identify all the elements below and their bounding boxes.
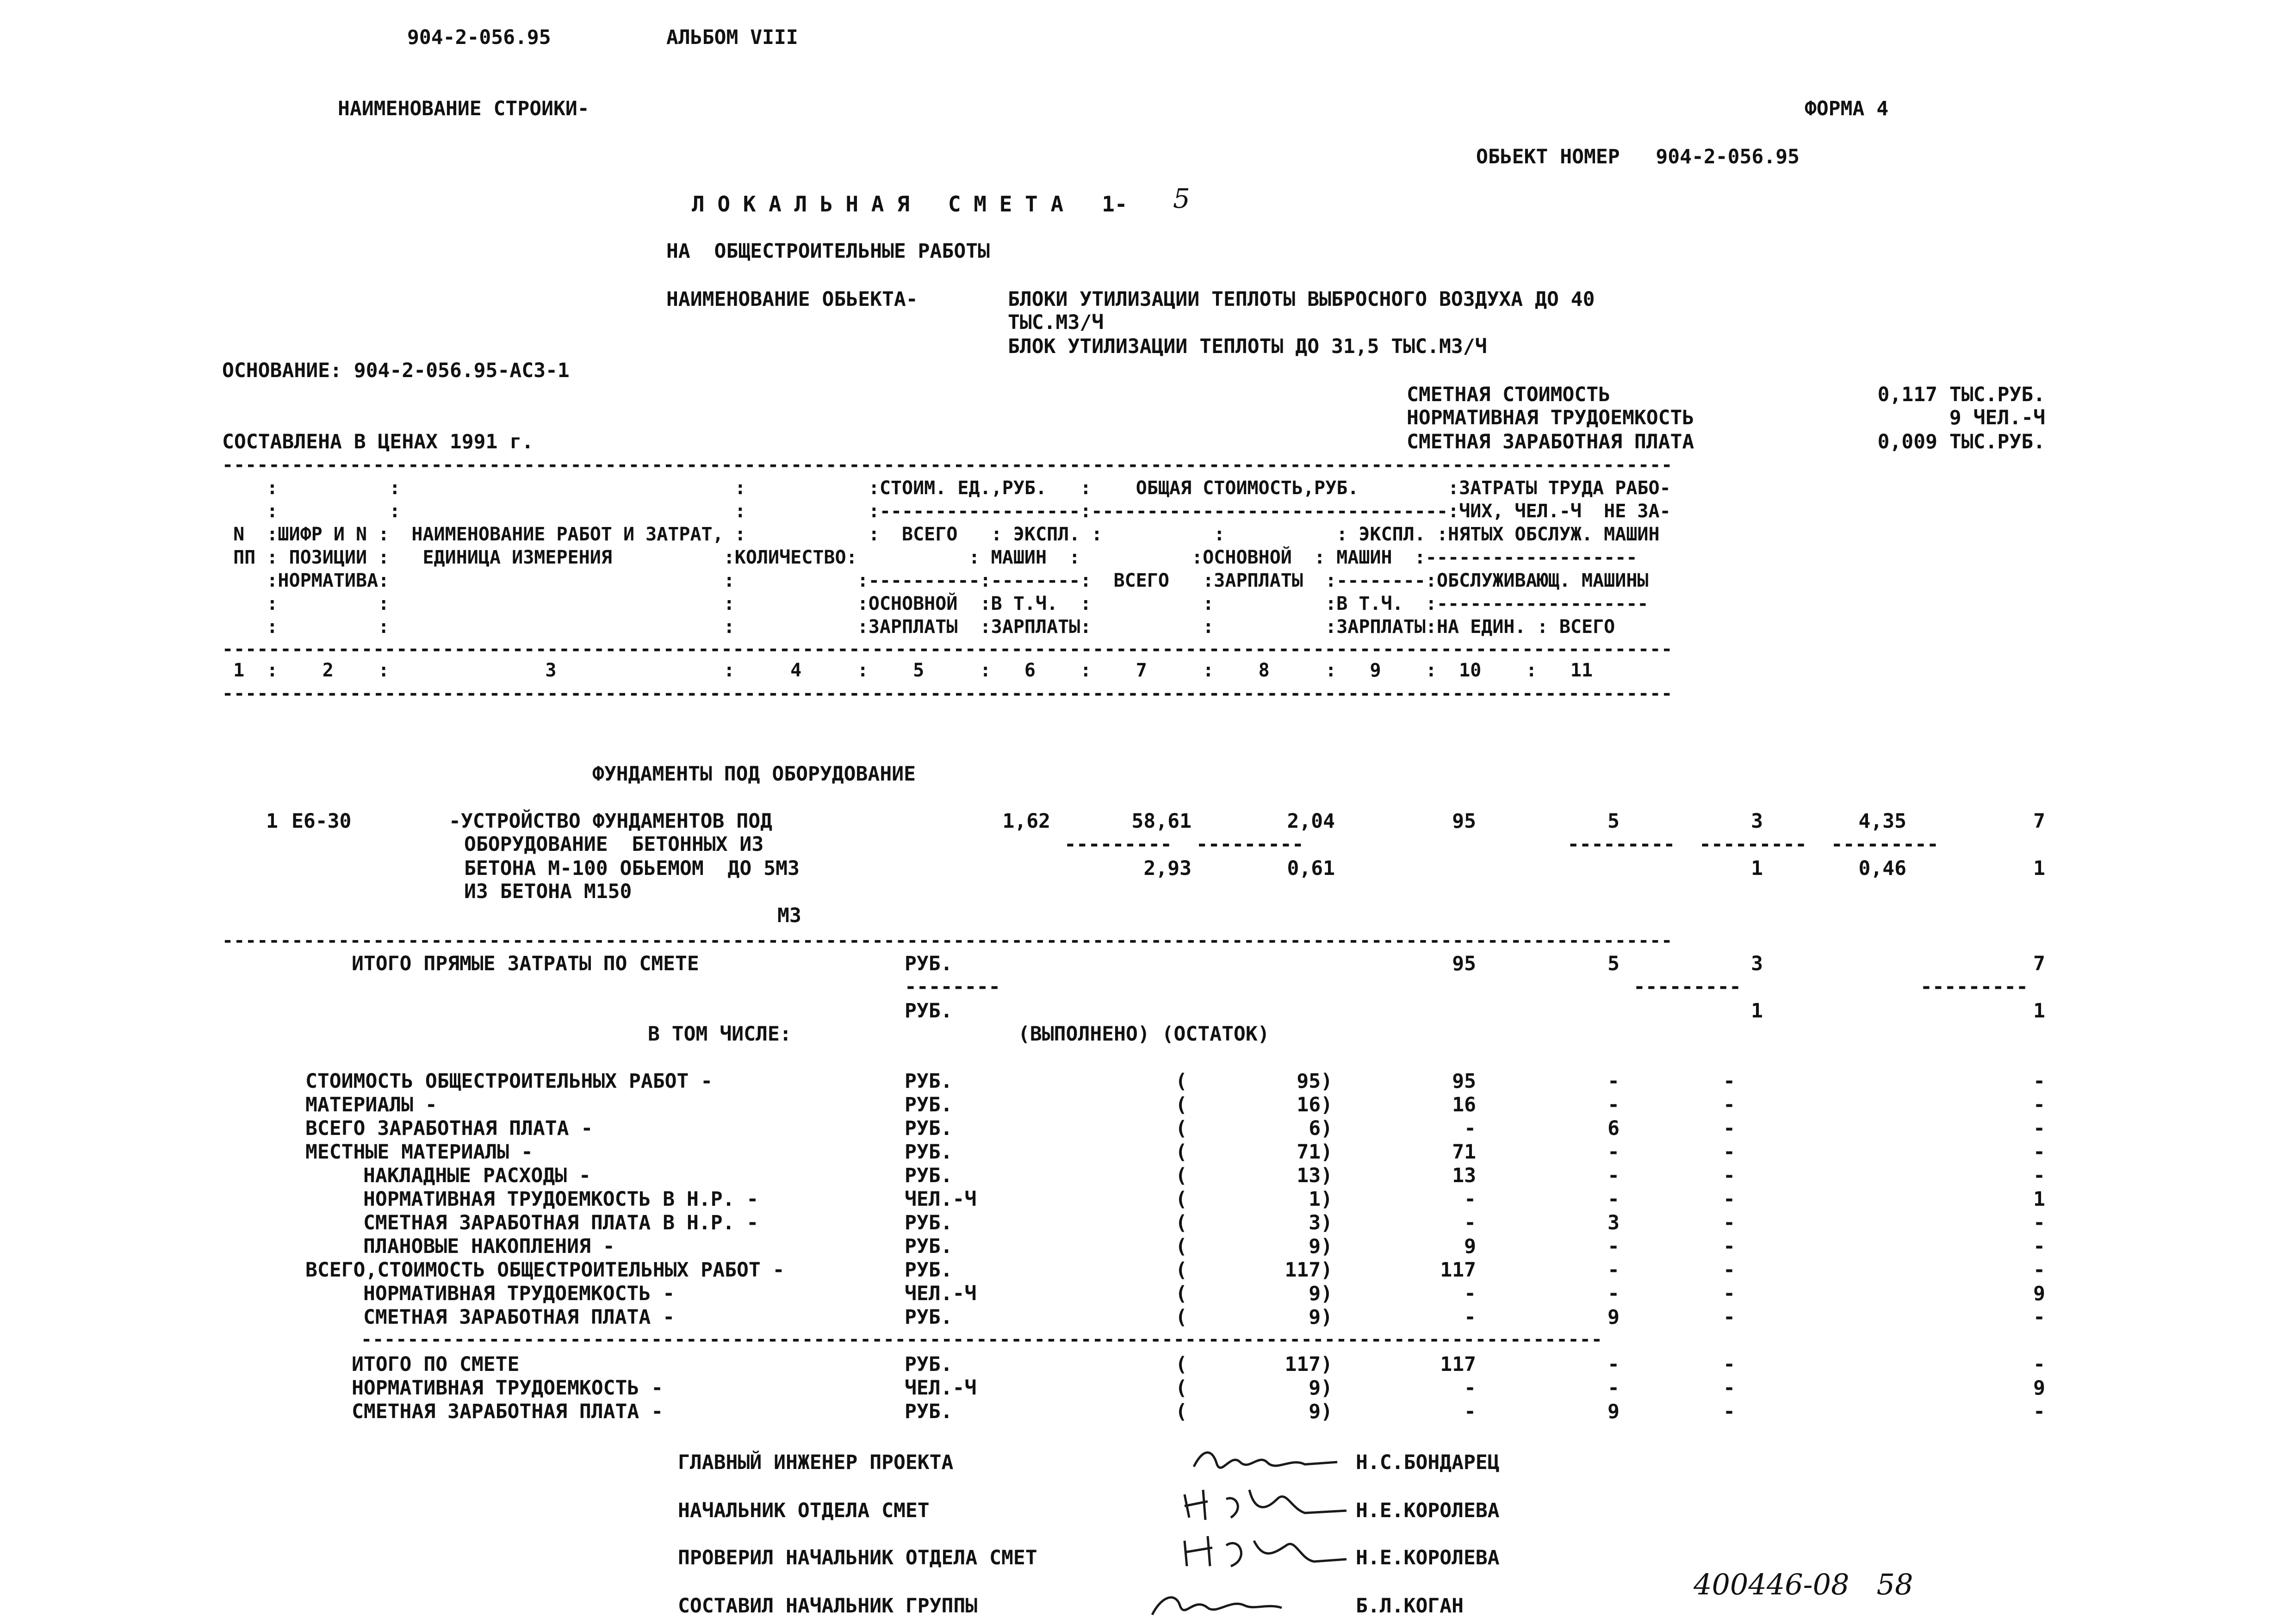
row-done-value: 95) xyxy=(1297,1070,1333,1093)
row-paren-open: ( xyxy=(1175,1117,1187,1140)
row-labor: - xyxy=(2033,1400,2045,1423)
row-unit: РУБ. xyxy=(905,1400,953,1423)
row-unit: РУБ. xyxy=(905,1141,953,1164)
album-label: АЛЬБОМ VIII xyxy=(666,26,798,49)
item-unit-machines: 2,04 xyxy=(1287,810,1335,833)
row-done-value: 13) xyxy=(1297,1164,1333,1187)
estimate-number-handwritten: 5 xyxy=(1173,183,1190,214)
row-paren-open: ( xyxy=(1175,1306,1187,1329)
row-total: - xyxy=(1464,1117,1476,1140)
form-label: ФОРМА 4 xyxy=(1805,97,1889,120)
item-labor-total-2: 1 xyxy=(2033,857,2045,880)
row-labor: - xyxy=(2033,1141,2045,1164)
row-done-value: 1) xyxy=(1309,1188,1333,1211)
row-total: 95 xyxy=(1452,1070,1476,1093)
signature-role: НАЧАЛЬНИК ОТДЕЛА СМЕТ xyxy=(678,1499,930,1522)
item-rule: ----------------------------------------------------------------------------------------------------------------------------- xyxy=(222,930,1673,951)
row-unit: ЧЕЛ.-Ч xyxy=(905,1282,977,1305)
row-labor: - xyxy=(2033,1164,2045,1187)
direct-costs-labor-2: 1 xyxy=(2033,999,2045,1023)
direct-costs-unit-2: РУБ. xyxy=(905,999,953,1023)
row-total: - xyxy=(1464,1376,1476,1400)
row-paren-open: ( xyxy=(1175,1400,1187,1423)
row-done-value: 3) xyxy=(1309,1211,1333,1234)
row-unit: РУБ. xyxy=(905,1211,953,1234)
row-labor: 9 xyxy=(2033,1376,2045,1400)
direct-costs-machines: 3 xyxy=(1751,952,1763,975)
construction-label: НАИМЕНОВАНИЕ СТРОИКИ- xyxy=(338,97,590,120)
item-name-line: ИЗ БЕТОНА М150 xyxy=(464,880,632,903)
direct-costs-labor: 7 xyxy=(2033,952,2045,975)
row-unit: РУБ. xyxy=(905,1117,953,1140)
header-line: : : : :ОСНОВНОЙ :В Т.Ч. : : :В Т.Ч. :------------------- xyxy=(222,593,1649,614)
row-label: МАТЕРИАЛЫ - xyxy=(305,1093,437,1116)
row-machines: - xyxy=(1723,1164,1735,1187)
object-label: НАИМЕНОВАНИЕ ОБЬЕКТА- xyxy=(666,288,918,311)
header-line: : : : :ЗАРПЛАТЫ :ЗАРПЛАТЫ: : :ЗАРПЛАТЫ:НА ЕДИН. : ВСЕГО xyxy=(222,616,1615,638)
item-unit-machine-wage: 0,61 xyxy=(1287,857,1335,880)
row-unit: ЧЕЛ.-Ч xyxy=(905,1188,977,1211)
row-label: НОРМАТИВНАЯ ТРУДОЕМКОСТЬ - xyxy=(352,1376,664,1400)
header-rule-mid: ----------------------------------------------------------------------------------------------------------------------------- xyxy=(222,638,1673,660)
row-label: НОРМАТИВНАЯ ТРУДОЕМКОСТЬ В Н.Р. - xyxy=(363,1188,759,1211)
direct-subrule: -------- xyxy=(905,975,1001,998)
archive-stamp-handwritten: 400446-08 58 xyxy=(1694,1568,1913,1601)
row-unit: РУБ. xyxy=(905,1164,953,1187)
direct-costs-unit: РУБ. xyxy=(905,952,953,975)
direct-costs-total: 95 xyxy=(1452,952,1476,975)
row-label: МЕСТНЫЕ МАТЕРИАЛЫ - xyxy=(305,1141,533,1164)
row-label: НОРМАТИВНАЯ ТРУДОЕМКОСТЬ - xyxy=(363,1282,675,1305)
object-line-3: БЛОК УТИЛИЗАЦИИ ТЕПЛОТЫ ДО 31,5 ТЫС.М3/Ч xyxy=(1008,335,1487,358)
row-paren-open: ( xyxy=(1175,1258,1187,1282)
direct-subrule: --------- xyxy=(1633,975,1741,998)
row-machines: - xyxy=(1723,1306,1735,1329)
signature-role: ГЛАВНЫЙ ИНЖЕНЕР ПРОЕКТА xyxy=(678,1451,954,1474)
row-total: - xyxy=(1464,1400,1476,1423)
row-labor: 1 xyxy=(2033,1188,2045,1211)
row-total: 71 xyxy=(1452,1141,1476,1164)
signature-name: Б.Л.КОГАН xyxy=(1356,1594,1464,1618)
row-unit: РУБ. xyxy=(905,1235,953,1258)
totals-rule: ----------------------------------------------------------------------------------------------------------- xyxy=(361,1329,1603,1350)
direct-costs-label: ИТОГО ПРЯМЫЕ ЗАТРАТЫ ПО СМЕТЕ xyxy=(352,952,699,975)
summary-label-2: НОРМАТИВНАЯ ТРУДОЕМКОСТЬ xyxy=(1407,406,1694,429)
row-paren-open: ( xyxy=(1175,1235,1187,1258)
row-wage: - xyxy=(1607,1141,1620,1164)
row-done-value: 71) xyxy=(1297,1141,1333,1164)
row-machines: - xyxy=(1723,1353,1735,1376)
summary-value-3: 0,009 ТЫС.РУБ. xyxy=(1877,430,2045,453)
row-total: 13 xyxy=(1452,1164,1476,1187)
works-type: НА ОБЩЕСТРОИТЕЛЬНЫЕ РАБОТЫ xyxy=(666,240,990,263)
object-line-1: БЛОКИ УТИЛИЗАЦИИ ТЕПЛОТЫ ВЫБРОСНОГО ВОЗДУХА ДО 40 xyxy=(1008,288,1595,311)
item-base-wage: 5 xyxy=(1607,810,1620,833)
header-line: : : : :------------------:--------------------------------:ЧИХ, ЧЕЛ.-Ч НЕ ЗА- xyxy=(222,501,1671,522)
row-machines: - xyxy=(1723,1117,1735,1140)
row-label: НАКЛАДНЫЕ РАСХОДЫ - xyxy=(363,1164,591,1187)
row-done-value: 9) xyxy=(1309,1400,1333,1423)
item-subrule: --------- --------- --------- --------- --------- xyxy=(1064,833,1939,856)
row-wage: 9 xyxy=(1607,1400,1620,1423)
item-labor-unit: 4,35 xyxy=(1858,810,1906,833)
item-name-line: ОБОРУДОВАНИЕ БЕТОННЫХ ИЗ xyxy=(464,833,764,856)
signature-role: ПРОВЕРИЛ НАЧАЛЬНИК ОТДЕЛА СМЕТ xyxy=(678,1546,1037,1569)
row-done-value: 9) xyxy=(1309,1306,1333,1329)
row-unit: РУБ. xyxy=(905,1093,953,1116)
row-wage: 6 xyxy=(1607,1117,1620,1140)
done-rest-label: (ВЫПОЛНЕНО) (ОСТАТОК) xyxy=(1018,1023,1270,1046)
row-total: - xyxy=(1464,1188,1476,1211)
row-wage: - xyxy=(1607,1188,1620,1211)
row-machines: - xyxy=(1723,1235,1735,1258)
row-unit: РУБ. xyxy=(905,1070,953,1093)
row-done-value: 9) xyxy=(1309,1282,1333,1305)
handwritten-signature-4 xyxy=(1143,1582,1291,1624)
row-done-value: 117) xyxy=(1285,1353,1333,1376)
object-number: ОБЬЕКТ НОМЕР 904-2-056.95 xyxy=(1476,145,1800,168)
row-labor: - xyxy=(2033,1235,2045,1258)
row-done-value: 6) xyxy=(1309,1117,1333,1140)
row-wage: 9 xyxy=(1607,1306,1620,1329)
row-wage: - xyxy=(1607,1235,1620,1258)
direct-subrule: --------- xyxy=(1920,975,2028,998)
summary-label-3: СМЕТНАЯ ЗАРАБОТНАЯ ПЛАТА xyxy=(1407,430,1694,453)
column-numbers: 1 : 2 : 3 : 4 : 5 : 6 : 7 : 8 : 9 : 10 : 11 xyxy=(222,660,1593,681)
row-total: 117 xyxy=(1440,1353,1476,1376)
totals-table xyxy=(0,1353,2296,1427)
header-rule-bottom: ----------------------------------------------------------------------------------------------------------------------------- xyxy=(222,683,1673,704)
row-unit: РУБ. xyxy=(905,1353,953,1376)
row-label: ИТОГО ПО СМЕТЕ xyxy=(352,1353,520,1376)
row-label: СМЕТНАЯ ЗАРАБОТНАЯ ПЛАТА В Н.Р. - xyxy=(363,1211,759,1234)
row-labor: - xyxy=(2033,1093,2045,1116)
row-machines: - xyxy=(1723,1400,1735,1423)
summary-label-1: СМЕТНАЯ СТОИМОСТЬ xyxy=(1407,383,1611,406)
handwritten-signature-1 xyxy=(1185,1439,1351,1481)
row-total: - xyxy=(1464,1282,1476,1305)
signature-role: СОСТАВИЛ НАЧАЛЬНИК ГРУППЫ xyxy=(678,1594,978,1618)
row-wage: - xyxy=(1607,1093,1620,1116)
section-title: ФУНДАМЕНТЫ ПОД ОБОРУДОВАНИЕ xyxy=(592,762,916,786)
row-label: ВСЕГО ЗАРАБОТНАЯ ПЛАТА - xyxy=(305,1117,593,1140)
header-line: : : : :СТОИМ. ЕД.,РУБ. : ОБЩАЯ СТОИМОСТЬ,РУБ. :ЗАТРАТЫ ТРУДА РАБО- xyxy=(222,477,1671,499)
header-rule-top: ----------------------------------------------------------------------------------------------------------------------------- xyxy=(222,454,1673,476)
row-paren-open: ( xyxy=(1175,1070,1187,1093)
direct-costs-wage: 5 xyxy=(1607,952,1620,975)
including-label: В ТОМ ЧИСЛЕ: xyxy=(648,1023,792,1046)
row-total: 117 xyxy=(1440,1258,1476,1282)
row-labor: - xyxy=(2033,1117,2045,1140)
row-paren-open: ( xyxy=(1175,1376,1187,1400)
row-label: ВСЕГО,СТОИМОСТЬ ОБЩЕСТРОИТЕЛЬНЫХ РАБОТ - xyxy=(305,1258,785,1282)
row-wage: - xyxy=(1607,1070,1620,1093)
item-name-line: -УСТРОЙСТВО ФУНДАМЕНТОВ ПОД xyxy=(449,810,772,833)
row-labor: - xyxy=(2033,1211,2045,1234)
summary-value-1: 0,117 ТЫС.РУБ. xyxy=(1877,383,2045,406)
row-machines: - xyxy=(1723,1258,1735,1282)
row-unit: ЧЕЛ.-Ч xyxy=(905,1376,977,1400)
row-paren-open: ( xyxy=(1175,1282,1187,1305)
row-paren-open: ( xyxy=(1175,1353,1187,1376)
row-unit: РУБ. xyxy=(905,1258,953,1282)
row-done-value: 117) xyxy=(1285,1258,1333,1282)
row-paren-open: ( xyxy=(1175,1093,1187,1116)
item-quantity: 1,62 xyxy=(1002,810,1050,833)
row-label: СМЕТНАЯ ЗАРАБОТНАЯ ПЛАТА - xyxy=(352,1400,664,1423)
row-paren-open: ( xyxy=(1175,1211,1187,1234)
row-total: - xyxy=(1464,1306,1476,1329)
row-labor: - xyxy=(2033,1258,2045,1282)
direct-costs-machines-2: 1 xyxy=(1751,999,1763,1023)
row-label: СТОИМОСТЬ ОБЩЕСТРОИТЕЛЬНЫХ РАБОТ - xyxy=(305,1070,713,1093)
row-done-value: 9) xyxy=(1309,1376,1333,1400)
row-done-value: 16) xyxy=(1297,1093,1333,1116)
row-done-value: 9) xyxy=(1309,1235,1333,1258)
signature-name: Н.Е.КОРОЛЕВА xyxy=(1356,1546,1500,1569)
item-labor-unit-2: 0,46 xyxy=(1858,857,1906,880)
row-labor: - xyxy=(2033,1070,2045,1093)
row-machines: - xyxy=(1723,1141,1735,1164)
row-machines: - xyxy=(1723,1376,1735,1400)
item-unit-wage: 2,93 xyxy=(1143,857,1191,880)
row-wage: - xyxy=(1607,1376,1620,1400)
row-machines: - xyxy=(1723,1282,1735,1305)
header-line: :НОРМАТИВА: : :----------:--------: ВСЕГО :ЗАРПЛАТЫ :--------:ОБСЛУЖИВАЮЩ. МАШИНЫ xyxy=(222,570,1649,591)
row-wage: - xyxy=(1607,1164,1620,1187)
signature-name: Н.Е.КОРОЛЕВА xyxy=(1356,1499,1500,1522)
row-wage: - xyxy=(1607,1282,1620,1305)
item-machine-wage: 1 xyxy=(1751,857,1763,880)
handwritten-signature-2 xyxy=(1175,1481,1351,1527)
row-machines: - xyxy=(1723,1211,1735,1234)
row-machines: - xyxy=(1723,1188,1735,1211)
prices-year: СОСТАВЛЕНА В ЦЕНАХ 1991 г. xyxy=(222,430,534,453)
breakdown-table xyxy=(0,1070,2296,1329)
row-wage: - xyxy=(1607,1258,1620,1282)
row-paren-open: ( xyxy=(1175,1141,1187,1164)
item-name-line: БЕТОНА М-100 ОБЬЕМОМ ДО 5М3 xyxy=(464,857,800,880)
row-wage: 3 xyxy=(1607,1211,1620,1234)
signature-name: Н.С.БОНДАРЕЦ xyxy=(1356,1451,1500,1474)
handwritten-signature-3 xyxy=(1175,1527,1351,1573)
row-machines: - xyxy=(1723,1070,1735,1093)
item-unit-total: 58,61 xyxy=(1131,810,1191,833)
row-labor: - xyxy=(2033,1306,2045,1329)
item-total: 95 xyxy=(1452,810,1476,833)
row-label: СМЕТНАЯ ЗАРАБОТНАЯ ПЛАТА - xyxy=(363,1306,675,1329)
basis: ОСНОВАНИЕ: 904-2-056.95-АС3-1 xyxy=(222,359,570,382)
item-labor-total: 7 xyxy=(2033,810,2045,833)
estimate-title: Л О К А Л Ь Н А Я С М Е Т А 1- xyxy=(692,192,1128,217)
item-code: Е6-30 xyxy=(292,810,352,833)
row-unit: РУБ. xyxy=(905,1306,953,1329)
row-paren-open: ( xyxy=(1175,1188,1187,1211)
row-labor: - xyxy=(2033,1353,2045,1376)
row-total: 9 xyxy=(1464,1235,1476,1258)
row-wage: - xyxy=(1607,1353,1620,1376)
item-unit: М3 xyxy=(777,904,801,927)
row-labor: 9 xyxy=(2033,1282,2045,1305)
item-machines: 3 xyxy=(1751,810,1763,833)
row-label: ПЛАНОВЫЕ НАКОПЛЕНИЯ - xyxy=(363,1235,615,1258)
row-total: - xyxy=(1464,1211,1476,1234)
row-total: 16 xyxy=(1452,1093,1476,1116)
header-line: ПП : ПОЗИЦИИ : ЕДИНИЦА ИЗМЕРЕНИЯ :КОЛИЧЕСТВО: : МАШИН : :ОСНОВНОЙ : МАШИН :------------------- xyxy=(222,547,1638,568)
row-paren-open: ( xyxy=(1175,1164,1187,1187)
series-code: 904-2-056.95 xyxy=(407,26,551,49)
header-line: N :ШИФР И N : НАИМЕНОВАНИЕ РАБОТ И ЗАТРАТ, : : ВСЕГО : ЭКСПЛ. : : : ЭКСПЛ. :НЯТЫХ ОБСЛУЖ. МАШИН xyxy=(222,524,1660,545)
item-number: 1 xyxy=(266,810,278,833)
object-line-2: ТЫС.М3/Ч xyxy=(1008,311,1104,334)
row-machines: - xyxy=(1723,1093,1735,1116)
summary-value-2: 9 ЧЕЛ.-Ч xyxy=(1949,406,2045,429)
